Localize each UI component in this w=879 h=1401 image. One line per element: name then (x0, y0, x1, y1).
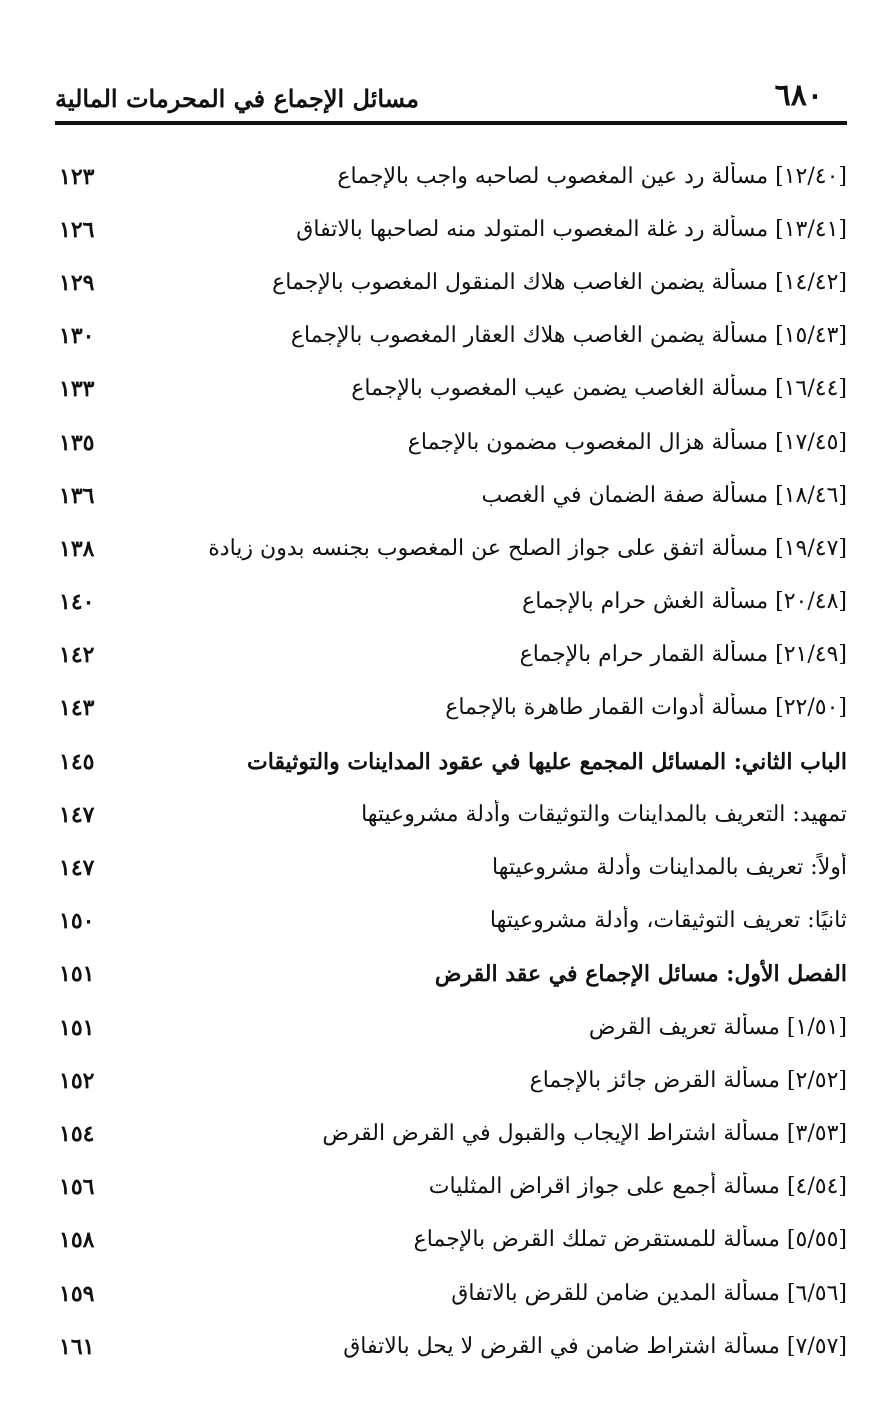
toc-entry-title: [٢/٥٢] مسألة القرض جائز بالإجماع (529, 1067, 847, 1093)
page-header (55, 78, 835, 120)
toc-entry (55, 576, 847, 629)
toc-entry-page-number: ١٣٣ (59, 376, 95, 403)
toc-entry-title: [٧/٥٧] مسألة اشتراط ضامن في القرض لا يحل بالاتفاق (343, 1333, 847, 1359)
toc-entry-title: [١٣/٤١] مسألة رد غلة المغصوب المتولد منه لصاحبها بالاتفاق (296, 216, 847, 242)
toc-entry-page-number: ١٥٠ (59, 908, 95, 935)
toc-entry-title: [١/٥١] مسألة تعريف القرض (588, 1014, 847, 1040)
toc-entry-page-number: ١٤٠ (59, 589, 95, 616)
toc-entry-title: [١٧/٤٥] مسألة هزال المغصوب مضمون بالإجماع (407, 429, 847, 455)
toc-entry (55, 1214, 847, 1267)
toc-entry-title: الباب الثاني: المسائل المجمع عليها في عقود المداينات والتوثيقات (247, 748, 847, 775)
toc-entry-page-number: ١٥٨ (59, 1227, 95, 1254)
toc-entry (55, 363, 847, 416)
toc-entry (55, 416, 847, 469)
toc-entry-title: [١٢/٤٠] مسألة رد عين المغصوب لصاحبه واجب بالإجماع (337, 163, 847, 189)
toc-entry-title: [٢٠/٤٨] مسألة الغش حرام بالإجماع (522, 589, 847, 615)
toc-entry (55, 1054, 847, 1107)
toc-entry (55, 629, 847, 682)
toc-entry-title: [١٥/٤٣] مسألة يضمن الغاصب هلاك العقار المغصوب بالإجماع (290, 323, 847, 349)
toc-entry (55, 682, 847, 735)
toc-entry-page-number: ١٦١ (59, 1333, 95, 1360)
toc-entry-title: ثانيًا: تعريف التوثيقات، وأدلة مشروعيتها (489, 908, 847, 934)
toc-entry (55, 1001, 847, 1054)
page-number: ٦٨٠ (774, 78, 823, 113)
toc-entry (55, 469, 847, 522)
toc-entry-title: [٤/٥٤] مسألة أجمع على جواز اقراض المثليات (428, 1174, 847, 1200)
toc-entry-title: [٦/٥٦] مسألة المدين ضامن للقرض بالاتفاق (451, 1280, 847, 1306)
toc-entry-page-number: ١٤٧ (59, 855, 95, 882)
toc-entry-page-number: ١٥٤ (59, 1120, 95, 1147)
toc-heading (55, 735, 847, 788)
toc-entry-page-number: ١٥١ (59, 1014, 95, 1041)
toc-entry-page-number: ١٢٩ (59, 269, 95, 296)
toc-entry-page-number: ١٢٦ (59, 216, 95, 243)
toc-entry-page-number: ١٣٥ (59, 429, 95, 456)
toc-entry-page-number: ١٤٥ (59, 748, 95, 775)
toc-entry (55, 1320, 847, 1373)
toc-entry-title: [٥/٥٥] مسألة للمستقرض تملك القرض بالإجماع (413, 1227, 847, 1253)
toc-entry-title: أولاً: تعريف بالمداينات وأدلة مشروعيتها (492, 855, 847, 881)
toc-entry-title: تمهيد: التعريف بالمداينات والتوثيقات وأدلة مشروعيتها (361, 801, 847, 827)
toc-heading (55, 948, 847, 1001)
toc-entry-title: [١٤/٤٢] مسألة يضمن الغاصب هلاك المنقول المغصوب بالإجماع (272, 269, 847, 295)
toc-entry-page-number: ١٣٦ (59, 482, 95, 509)
table-of-contents (55, 150, 847, 1373)
toc-entry-page-number: ١٤٢ (59, 642, 95, 669)
toc-entry-title: [٢٢/٥٠] مسألة أدوات القمار طاهرة بالإجماع (445, 695, 847, 721)
toc-entry-page-number: ١٥٢ (59, 1067, 95, 1094)
toc-entry-page-number: ١٥٩ (59, 1280, 95, 1307)
toc-entry (55, 1267, 847, 1320)
toc-entry (55, 1107, 847, 1160)
toc-entry-page-number: ١٥١ (59, 961, 95, 988)
toc-entry-title: [٣/٥٣] مسألة اشتراط الإيجاب والقبول في القرض القرض (322, 1120, 847, 1146)
toc-entry (55, 522, 847, 575)
toc-subheading (55, 895, 847, 948)
toc-entry-page-number: ١٤٣ (59, 695, 95, 722)
header-divider (55, 121, 847, 125)
toc-entry-page-number: ١٥٦ (59, 1174, 95, 1201)
toc-entry-title: الفصل الأول: مسائل الإجماع في عقد القرض (434, 961, 847, 988)
running-title: مسائل الإجماع في المحرمات المالية (55, 84, 419, 113)
toc-entry-title: [١٨/٤٦] مسألة صفة الضمان في الغصب (481, 482, 847, 508)
toc-entry-title: [١٦/٤٤] مسألة الغاصب يضمن عيب المغصوب بالإجماع (351, 376, 847, 402)
toc-entry-page-number: ١٤٧ (59, 801, 95, 828)
toc-entry-page-number: ١٣٨ (59, 535, 95, 562)
toc-entry (55, 310, 847, 363)
toc-entry-title: [٢١/٤٩] مسألة القمار حرام بالإجماع (519, 642, 847, 668)
toc-entry-page-number: ١٣٠ (59, 323, 95, 350)
toc-subheading (55, 788, 847, 841)
toc-subheading (55, 841, 847, 894)
toc-entry (55, 203, 847, 256)
toc-entry (55, 150, 847, 203)
toc-entry-page-number: ١٢٣ (59, 163, 95, 190)
toc-entry-title: [١٩/٤٧] مسألة اتفق على جواز الصلح عن المغصوب بجنسه بدون زيادة (208, 535, 847, 561)
toc-entry (55, 256, 847, 309)
toc-entry (55, 1161, 847, 1214)
